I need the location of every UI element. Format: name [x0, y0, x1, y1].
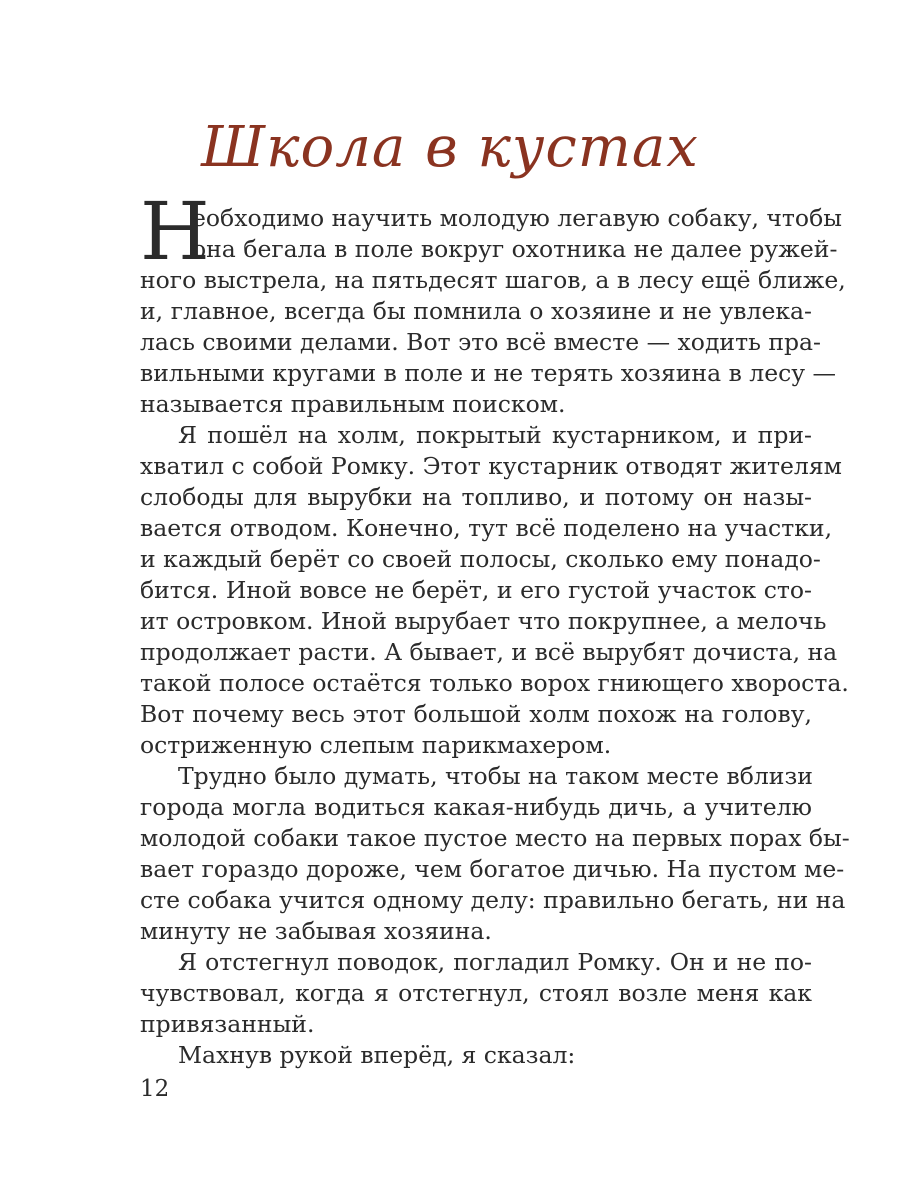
text-line: вильными кругами в поле и не терять хозяина в лесу —	[140, 359, 837, 387]
text-line: ного выстрела, на пятьдесят шагов, а в лесу ещё ближе,	[140, 266, 846, 294]
text-line: остриженную слепым парикмахером.	[140, 731, 612, 759]
text-line: Махнув рукой вперёд, я сказал:	[178, 1041, 576, 1069]
body-text	[140, 185, 850, 1071]
text-line: продолжает расти. А бывает, и всё вырубят дочиста, на	[140, 638, 838, 666]
text-line: молодой собаки такое пустое место на первых порах бы-	[140, 824, 850, 852]
text-line: называется правильным поиском.	[140, 390, 566, 418]
text-line: вает гораздо дороже, чем богатое дичью. На пустом ме-	[140, 855, 845, 883]
chapter-title: Школа в кустах	[201, 115, 699, 180]
text-line: слободы для вырубки на топливо, и потому он назы-	[140, 483, 812, 511]
text-line: Я отстегнул поводок, погладил Ромку. Он и не по-	[178, 948, 812, 976]
text-line: и каждый берёт со своей полосы, сколько ему понадо-	[140, 545, 821, 573]
text-line: ит островком. Иной вырубает что покрупнее, а мелочь	[140, 607, 827, 635]
text-line: Я пошёл на холм, покрытый кустарником, и при-	[178, 421, 812, 449]
text-line: лась своими делами. Вот это всё вместе — ходить пра-	[140, 328, 821, 356]
text-line: привязанный.	[140, 1010, 315, 1038]
text-line: хватил с собой Ромку. Этот кустарник отводят жителям	[140, 452, 842, 480]
text-line: и, главное, всегда бы помнила о хозяине и не увлека-	[140, 297, 812, 325]
text-line: Вот почему весь этот большой холм похож на голову,	[140, 700, 812, 728]
text-line: города могла водиться какая-нибудь дичь, а учителю	[140, 793, 812, 821]
text-line: еобходимо научить молодую легавую собаку, чтобы	[192, 204, 842, 232]
text-line: минуту не забывая хозяина.	[140, 917, 492, 945]
drop-cap-letter: Н	[140, 185, 210, 278]
text-line: чувствовал, когда я отстегнул, стоял возле меня как	[140, 979, 812, 1007]
text-line: бится. Иной вовсе не берёт, и его густой участок сто-	[140, 576, 812, 604]
text-line: Трудно было думать, чтобы на таком месте вблизи	[178, 762, 813, 790]
text-line: вается отводом. Конечно, тут всё поделено на участки,	[140, 514, 833, 542]
page-number: 12	[140, 1076, 170, 1102]
text-line: сте собака учится одному делу: правильно бегать, ни на	[140, 886, 846, 914]
text-line: такой полосе остаётся только ворох гниющего хвороста.	[140, 669, 849, 697]
text-line: она бегала в поле вокруг охотника не далее ружей-	[192, 235, 838, 263]
